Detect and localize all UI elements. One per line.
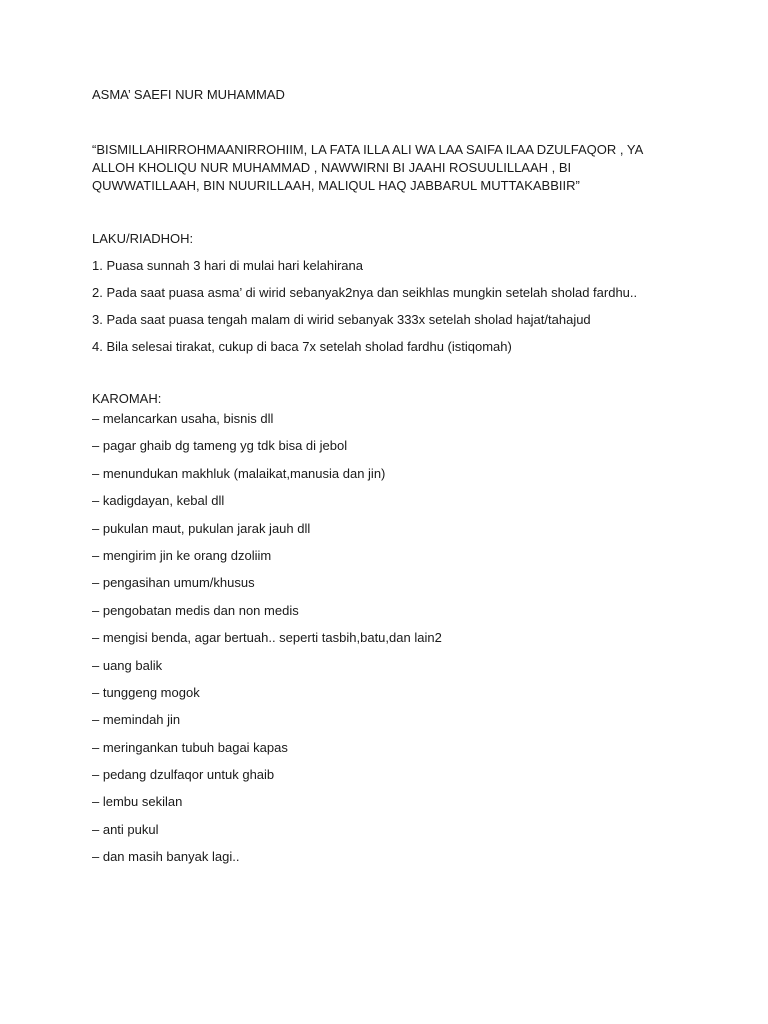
karomah-item: – memindah jin xyxy=(92,712,181,728)
karomah-item: – tunggeng mogok xyxy=(92,684,200,700)
karomah-item: – kadigdayan, kebal dll xyxy=(92,493,225,509)
karomah-item: – melancarkan usaha, bisnis dll xyxy=(92,411,274,426)
karomah-item: – anti pukul xyxy=(92,821,159,837)
karomah-item: – mengirim jin ke orang dzoliim xyxy=(92,547,272,563)
laku-item: 2. Pada saat puasa asma’ di wirid sebanyak2nya dan seikhlas mungkin setelah sholad fardhu.. xyxy=(92,285,638,300)
karomah-item: – pukulan maut, pukulan jarak jauh dll xyxy=(92,520,311,536)
laku-heading: LAKU/RIADHOH: xyxy=(92,231,194,246)
laku-list xyxy=(92,257,672,356)
karomah-item: – mengisi benda, agar bertuah.. seperti tasbih,batu,dan lain2 xyxy=(92,630,442,646)
karomah-item: – uang balik xyxy=(92,657,163,673)
karomah-item: – pengasihan umum/khusus xyxy=(92,575,255,591)
karomah-item: – pagar ghaib dg tameng yg tdk bisa di jebol xyxy=(92,438,348,454)
karomah-item: – menundukan makhluk (malaikat,manusia dan jin) xyxy=(92,465,386,481)
laku-item: 3. Pada saat puasa tengah malam di wirid sebanyak 333x setelah sholad hajat/tahajud xyxy=(92,312,591,327)
karomah-item: – lembu sekilan xyxy=(92,794,183,810)
karomah-item: – pedang dzulfaqor untuk ghaib xyxy=(92,767,275,783)
document-content xyxy=(92,86,672,876)
karomah-heading: KAROMAH: xyxy=(92,391,162,406)
karomah-item: – dan masih banyak lagi.. xyxy=(92,849,240,865)
laku-item: 1. Puasa sunnah 3 hari di mulai hari kelahirana xyxy=(92,258,364,273)
karomah-item: – pengobatan medis dan non medis xyxy=(92,602,299,618)
karomah-item: – meringankan tubuh bagai kapas xyxy=(92,739,288,755)
laku-item: 4. Bila selesai tirakat, cukup di baca 7x setelah sholad fardhu (istiqomah) xyxy=(92,339,512,354)
karomah-list xyxy=(92,410,672,876)
mantra-text: “BISMILLAHIRROHMAANIRROHIIM, LA FATA ILLA ALI WA LAA SAIFA ILAA DZULFAQOR , YA ALLOH KHOLIQU NUR MUHAMMAD , NAWWIRNI BI JAAHI ROSUULILLAAH , BI QUWWATILLAAH, BIN NUURILLAAH, MALIQUL HAQ JABBARUL MUTTAKABBIIR” xyxy=(92,142,643,193)
document-title: ASMA’ SAEFI NUR MUHAMMAD xyxy=(92,87,285,102)
